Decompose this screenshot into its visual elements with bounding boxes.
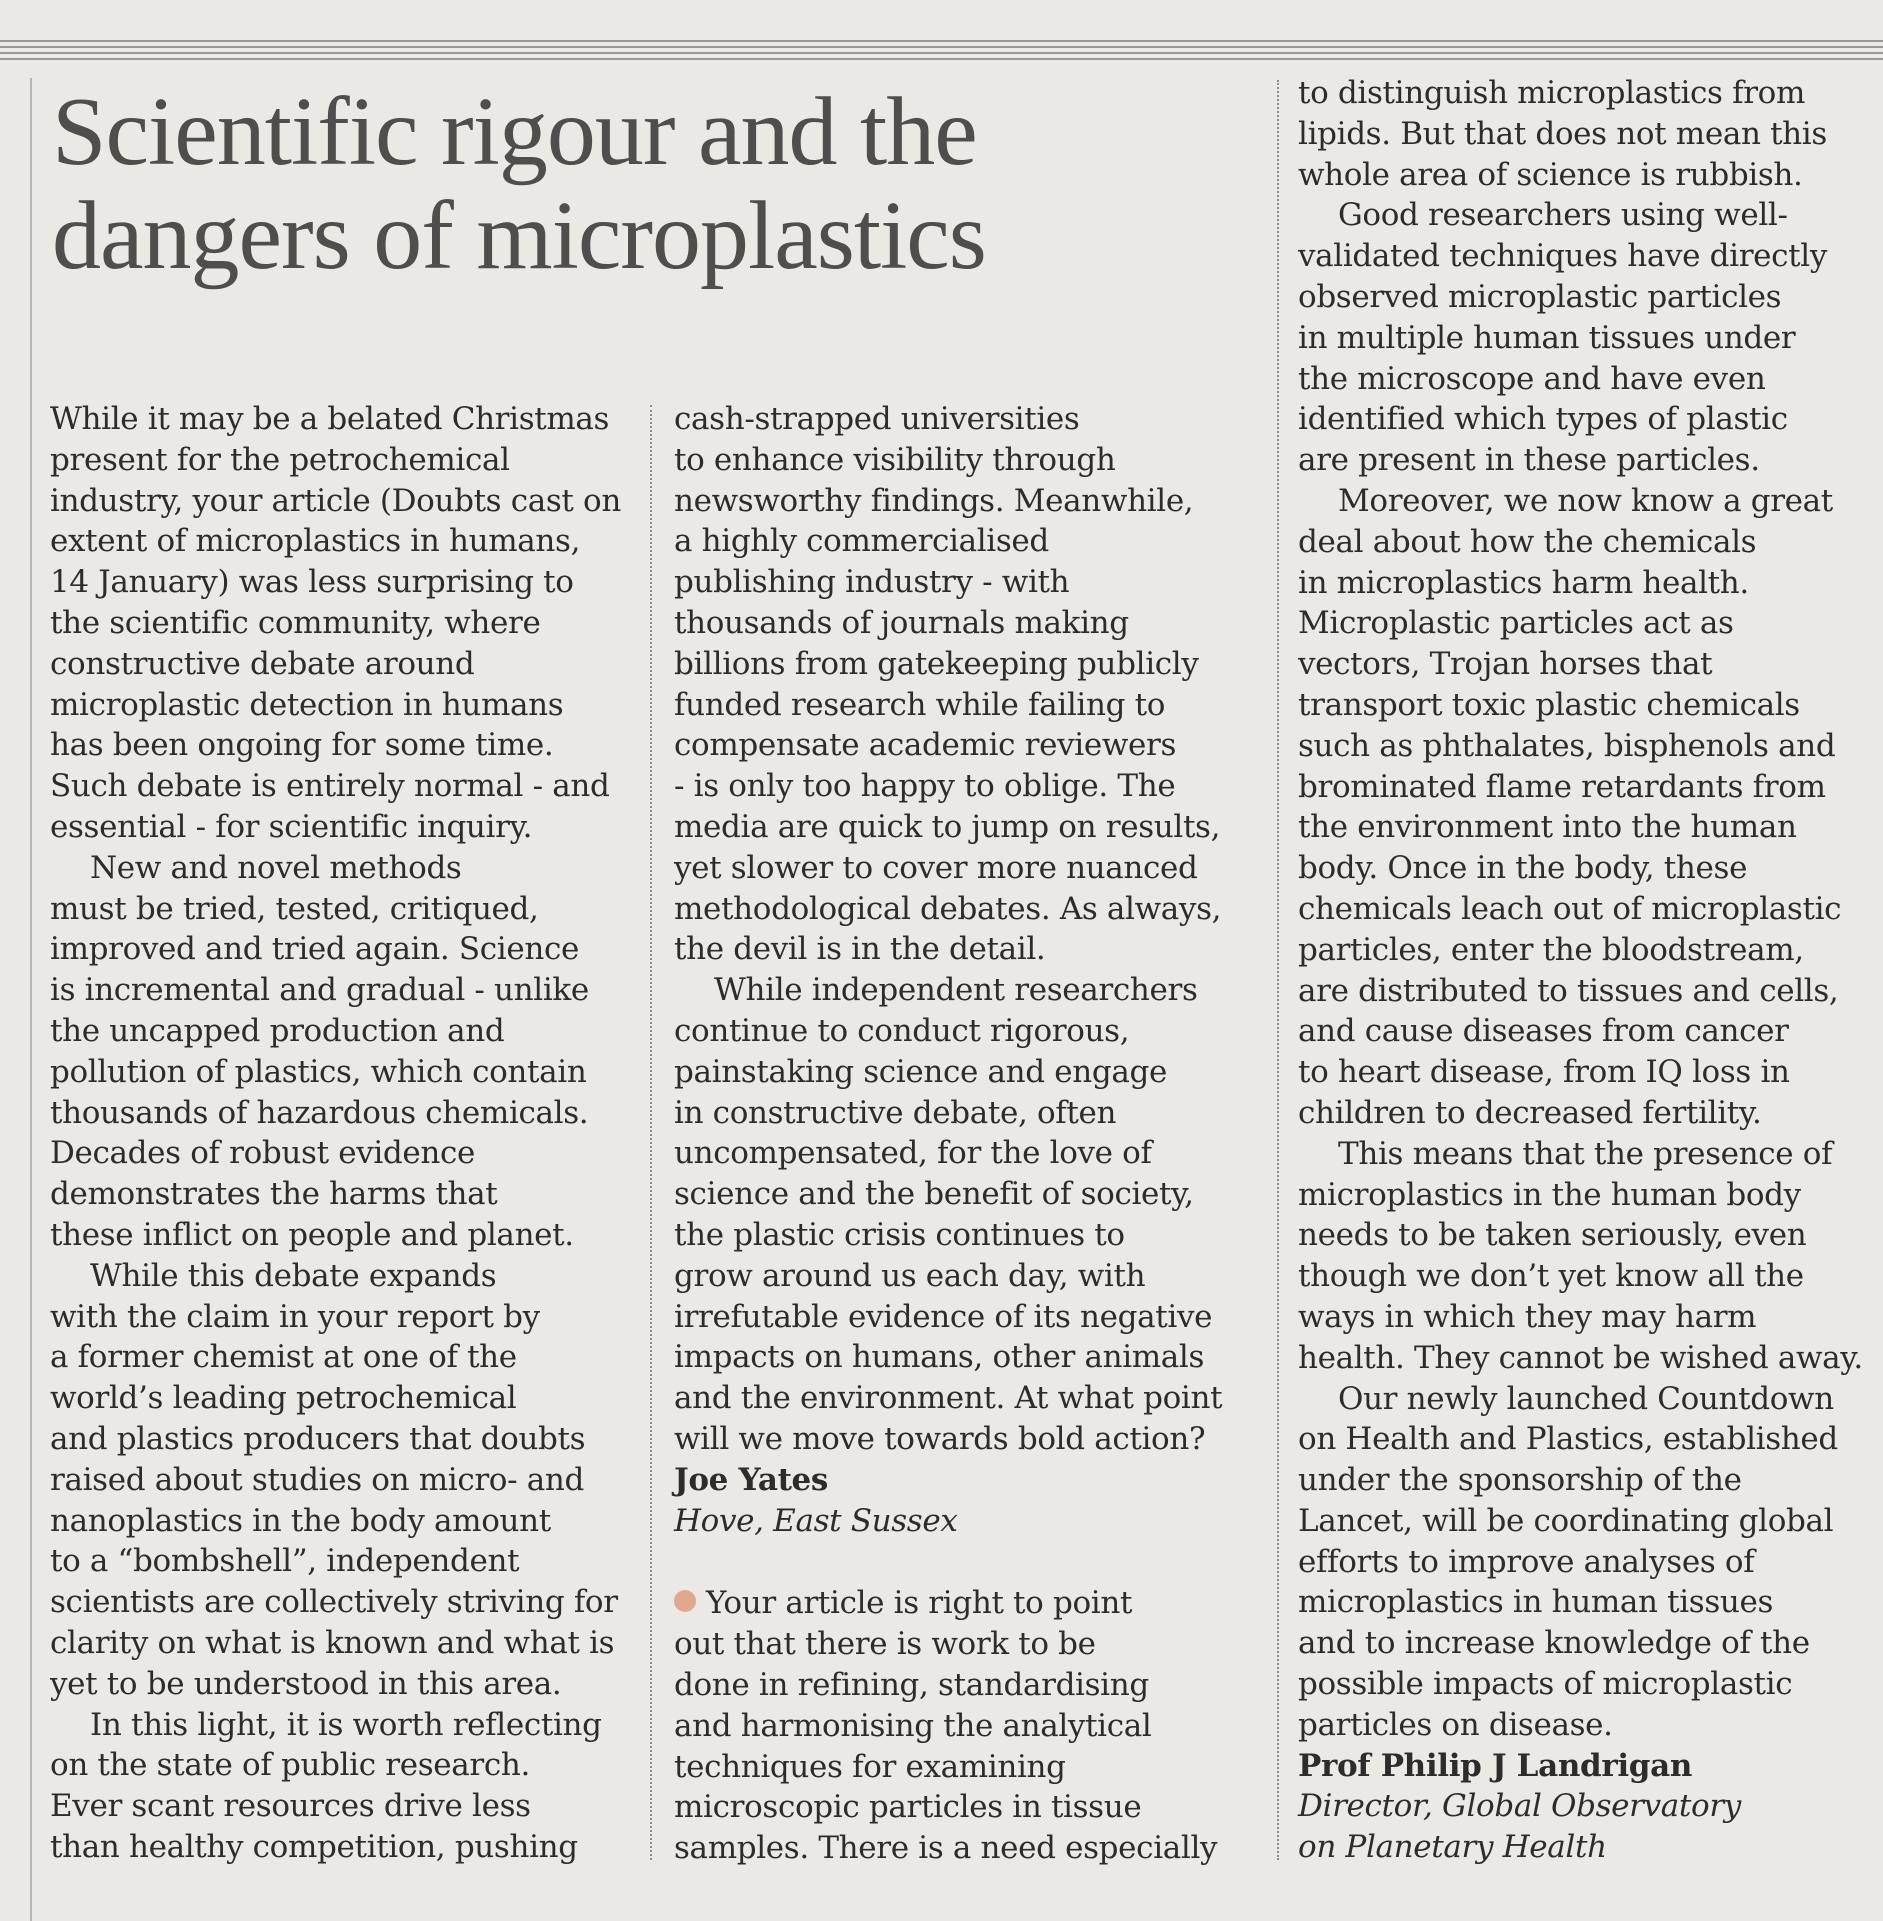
paragraph: While it may be a belated Christmas present for the petrochemical industry, your article (Doubts cast on extent of microplastics in humans, 14 January) was less surprising to the scientific community, where constructive debate around microplastic detection in humans has been ongoing for some time. Such debate is entirely normal - and essential - for scientific inquiry.	[50, 401, 621, 845]
letter-separator	[674, 1541, 1264, 1583]
second-letter-paragraph	[674, 1583, 1264, 1869]
paragraph: cash-strapped universities to enhance visibility through newsworthy findings. Meanwhile, a highly commercialised publishing industry - with thousands of journals making billions from gatekeeping publicly funded research while failing to compensate academic reviewers - is only too happy to oblige. The media are quick to jump on results, yet slower to cover more nuanced methodological debates. As always, the devil is in the detail.	[674, 401, 1222, 968]
masthead-rules	[0, 40, 1883, 64]
author-name: Prof Philip J Landrigan	[1298, 1747, 1693, 1784]
paragraph: While this debate expands with the claim in your report by a former chemist at one of the world’s leading petrochemical and plastics producers that doubts raised about studies on micro- and nanoplastics in the body amount to a “bombshell”, independent scientists are collectively striving for clarity on what is known and what is yet to be understood in this area.	[50, 1257, 618, 1702]
paragraph: New and novel methods must be tried, tested, critiqued, improved and tried again. Science is incremental and gradual - unlike the uncapped production and pollution of plastics, which contain thousands of hazardous chemicals. Decades of robust evidence demonstrates the harms that these inflict on people and planet.	[50, 849, 589, 1253]
column-divider-2	[1277, 80, 1279, 1860]
paragraph: This means that the presence of microplastics in the human body needs to be taken seriously, even though we don’t yet know all the ways in which they may harm health. They cannot be wished away.	[1298, 1135, 1863, 1376]
bullet-icon	[674, 1590, 696, 1612]
column-divider-1	[650, 405, 652, 1860]
author-title: Director, Global Observatory on Planetary Health	[1298, 1788, 1741, 1866]
paragraph: to distinguish microplastics from lipids. But that does not mean this whole area of science is rubbish.	[1298, 75, 1827, 193]
letter-column-1	[50, 399, 640, 1868]
second-letter-text: Your article is right to point out that there is work to be done in refining, standardising and harmonising the analytical techniques for examining microscopic particles in tissue samples. There is a need especially	[674, 1585, 1218, 1867]
letter-column-3	[1298, 73, 1873, 1868]
paragraph: Good researchers using well- validated techniques have directly observed microplastic particles in multiple human tissues under the microscope and have even identified which types of plastic are present in these particles.	[1298, 197, 1828, 479]
author-name: Joe Yates	[674, 1461, 829, 1498]
headline: Scientific rigour and the dangers of microplastics	[52, 78, 986, 290]
paragraph: Our newly launched Countdown on Health and Plastics, established under the sponsorship of the Lancet, will be coordinating global efforts to improve analyses of microplastics in human tissues and to increase knowledge of the possible impacts of microplastic particles on disease.	[1298, 1380, 1838, 1743]
left-column-rule	[30, 78, 32, 1921]
letter-column-2	[674, 399, 1264, 1869]
author-location: Hove, East Sussex	[674, 1502, 958, 1539]
paragraph: In this light, it is worth reflecting on the state of public research. Ever scant resources drive less than healthy competition, pushing	[50, 1706, 602, 1865]
paragraph: Moreover, we now know a great deal about how the chemicals in microplastics harm health. Microplastic particles act as vectors, Trojan horses that transport toxic plastic chemicals such as phthalates, bisphenols and brominated flame retardants from the environment into the human body. Once in the body, these chemicals leach out of microplastic particles, enter the bloodstream, are distributed to tissues and cells, and cause diseases from cancer to heart disease, from IQ loss in children to decreased fertility.	[1298, 482, 1842, 1131]
paragraph: While independent researchers continue to conduct rigorous, painstaking science and engage in constructive debate, often uncompensated, for the love of science and the benefit of society, the plastic crisis continues to grow around us each day, with irrefutable evidence of its negative impacts on humans, other animals and the environment. At what point will we move towards bold action?	[674, 972, 1223, 1457]
